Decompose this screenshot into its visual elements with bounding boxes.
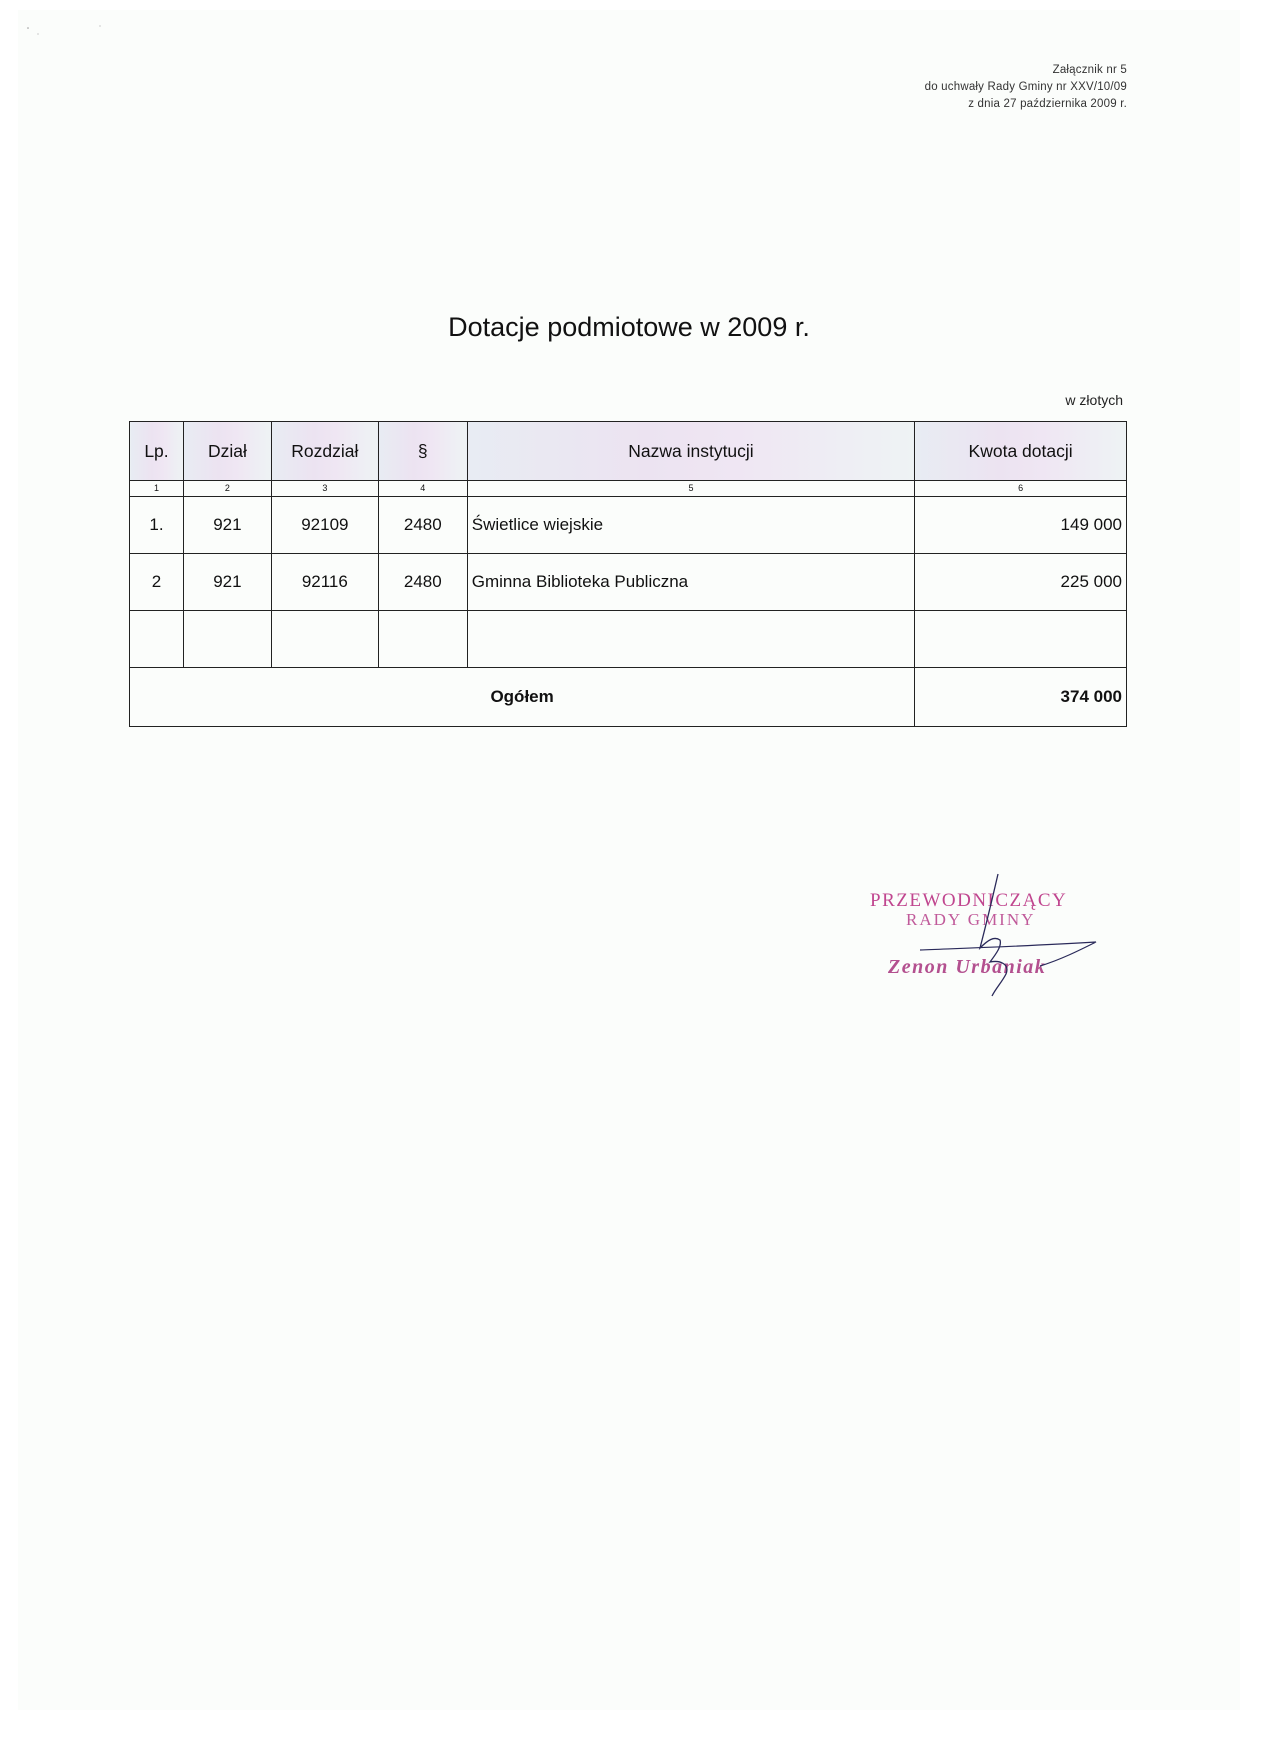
cell-rozdzial: 92116 [271,554,378,611]
total-value: 374 000 [915,668,1127,727]
column-number: 6 [915,481,1127,497]
cell-kwota [915,611,1127,668]
unit-note: w złotych [1065,392,1123,408]
cell-dzial: 921 [183,554,271,611]
column-number: 2 [183,481,271,497]
column-number: 1 [130,481,184,497]
grants-table [129,421,1127,727]
cell-dzial: 921 [183,497,271,554]
table-row-empty [130,611,1127,668]
annex-header [925,62,1127,113]
stamp-title: PRZEWODNICZĄCY [870,890,1068,911]
stamp-name: Zenon Urbaniak [888,956,1047,978]
cell-lp: 1. [130,497,184,554]
table-row [130,554,1127,611]
cell-paragraf: 2480 [378,554,467,611]
cell-nazwa: Gminna Biblioteka Publiczna [467,554,914,611]
cell-kwota: 225 000 [915,554,1127,611]
cell-nazwa: Świetlice wiejskie [467,497,914,554]
annex-date: z dnia 27 października 2009 r. [968,98,1127,110]
header-dzial: Dział [183,422,271,481]
cell-nazwa [467,611,914,668]
scan-specks [20,20,120,40]
document-title: Dotacje podmiotowe w 2009 r. [448,312,810,342]
cell-lp: 2 [130,554,184,611]
header-paragraf: § [378,422,467,481]
column-number: 3 [271,481,378,497]
column-number: 4 [378,481,467,497]
header-nazwa: Nazwa instytucji [467,422,914,481]
handwritten-signature [860,870,1120,1010]
official-stamp [860,870,1120,1010]
total-row [130,668,1127,727]
stamp-subtitle: RADY GMINY [906,910,1036,929]
cell-kwota: 149 000 [915,497,1127,554]
table-header-row [130,422,1127,481]
document-page [18,10,1240,1710]
cell-rozdzial: 92109 [271,497,378,554]
header-kwota: Kwota dotacji [915,422,1127,481]
cell-paragraf [378,611,467,668]
cell-dzial [183,611,271,668]
column-number: 5 [467,481,914,497]
annex-number: Załącznik nr 5 [1052,64,1127,76]
header-lp: Lp. [130,422,184,481]
cell-paragraf: 2480 [378,497,467,554]
annex-resolution: do uchwały Rady Gminy nr XXV/10/09 [924,81,1127,93]
total-label: Ogółem [130,668,915,727]
cell-rozdzial [271,611,378,668]
column-number-row [130,481,1127,497]
cell-lp [130,611,184,668]
header-rozdzial: Rozdział [271,422,378,481]
table-row [130,497,1127,554]
